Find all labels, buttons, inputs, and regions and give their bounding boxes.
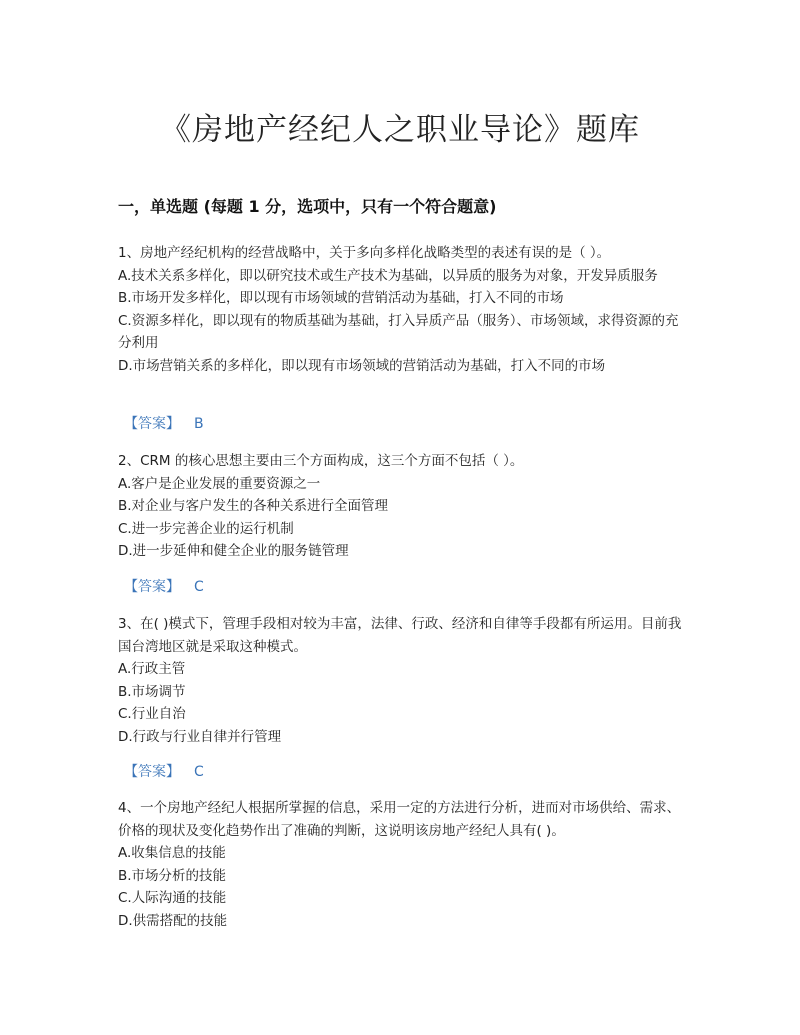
option-b: B.市场开发多样化，即以现有市场领域的营销活动为基础，打入不同的市场 [118, 290, 564, 306]
option-a: A.客户是企业发展的重要资源之一 [118, 475, 321, 492]
question-3 [118, 613, 688, 748]
answer-1 [124, 413, 204, 435]
option-a: A.行政主管 [118, 661, 186, 677]
question-stem: 1、房地产经纪机构的经营战略中，关于多向多样化战略类型的表述有误的是（ ）。 [118, 245, 611, 261]
answer-2 [124, 576, 204, 598]
option-a: A.技术关系多样化，即以研究技术或生产技术为基础，以异质的服务为对象，开发异质服务 [118, 267, 658, 284]
option-a: A.收集信息的技能 [118, 845, 226, 861]
option-d: D.行政与行业自律并行管理 [118, 728, 282, 745]
question-1 [118, 242, 688, 377]
section-heading: 一，单选题 (每题 1 分，选项中，只有一个符合题意) [118, 197, 497, 216]
option-d: D.市场营销关系的多样化，即以现有市场领域的营销活动为基础，打入不同的市场 [118, 357, 606, 374]
page-title: 《房地产经纪人之职业导论》题库 [160, 112, 640, 148]
answer-label: 【答案】 [124, 579, 180, 595]
option-b: B.市场分析的技能 [118, 867, 227, 884]
option-d: D.供需搭配的技能 [118, 912, 228, 929]
option-c: C.资源多样化，即以现有的物质基础为基础，打入异质产品（服务）、市场领域，求得资源的充分利用 [118, 312, 679, 351]
answer-label: 【答案】 [124, 764, 180, 780]
option-c: C.行业自治 [118, 706, 186, 722]
answer-3 [124, 761, 204, 783]
option-d: D.进一步延伸和健全企业的服务链管理 [118, 543, 349, 559]
answer-value: C [194, 579, 204, 595]
option-c: C.进一步完善企业的运行机制 [118, 520, 294, 537]
answer-value: B [194, 416, 204, 432]
answer-label: 【答案】 [124, 416, 180, 432]
answer-value: C [194, 764, 204, 780]
option-b: B.对企业与客户发生的各种关系进行全面管理 [118, 498, 389, 514]
question-stem: 3、在( )模式下，管理手段相对较为丰富，法律、行政、经济和自律等手段都有所运用。目前我国台湾地区就是采取这种模式。 [118, 616, 682, 655]
question-2 [118, 450, 688, 563]
option-c: C.人际沟通的技能 [118, 890, 227, 906]
question-4 [118, 797, 688, 932]
question-stem: 4、一个房地产经纪人根据所掌握的信息，采用一定的方法进行分析，进而对市场供给、需求、价格的现状及变化趋势作出了准确的判断，这说明该房地产经纪人具有( )。 [118, 800, 681, 839]
option-b: B.市场调节 [118, 683, 186, 700]
question-stem: 2、CRM 的核心思想主要由三个方面构成，这三个方面不包括（ ）。 [118, 453, 524, 469]
